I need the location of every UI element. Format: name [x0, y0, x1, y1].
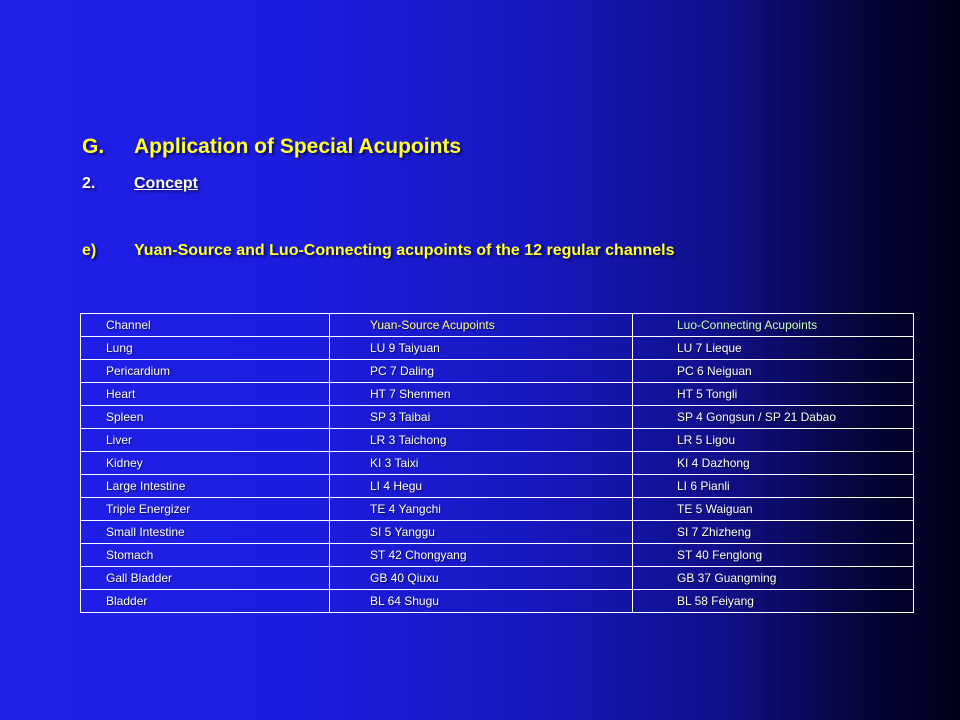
cell-yuan-source: HT 7 Shenmen — [330, 383, 633, 406]
cell-luo-connecting: PC 6 Neiguan — [633, 360, 914, 383]
cell-luo-connecting: BL 58 Feiyang — [633, 590, 914, 613]
table-row — [81, 567, 914, 590]
table-row — [81, 590, 914, 613]
header-luo-connecting: Luo-Connecting Acupoints — [633, 314, 914, 337]
table-row — [81, 360, 914, 383]
table-row — [81, 498, 914, 521]
table-header-row — [81, 314, 914, 337]
table-row — [81, 383, 914, 406]
cell-yuan-source: PC 7 Daling — [330, 360, 633, 383]
cell-luo-connecting: SP 4 Gongsun / SP 21 Dabao — [633, 406, 914, 429]
concept-heading — [82, 175, 198, 193]
section-marker: G. — [82, 135, 105, 158]
cell-channel: Liver — [81, 429, 330, 452]
cell-channel: Spleen — [81, 406, 330, 429]
cell-luo-connecting: LR 5 Ligou — [633, 429, 914, 452]
cell-channel: Triple Energizer — [81, 498, 330, 521]
cell-channel: Stomach — [81, 544, 330, 567]
table-row — [81, 544, 914, 567]
table-row — [81, 337, 914, 360]
cell-luo-connecting: ST 40 Fenglong — [633, 544, 914, 567]
cell-luo-connecting: LU 7 Lieque — [633, 337, 914, 360]
item-heading — [82, 242, 675, 260]
cell-luo-connecting: SI 7 Zhizheng — [633, 521, 914, 544]
cell-channel: Gall Bladder — [81, 567, 330, 590]
cell-luo-connecting: TE 5 Waiguan — [633, 498, 914, 521]
header-yuan-source: Yuan-Source Acupoints — [330, 314, 633, 337]
cell-channel: Pericardium — [81, 360, 330, 383]
cell-yuan-source: GB 40 Qiuxu — [330, 567, 633, 590]
item-title: Yuan-Source and Luo-Connecting acupoints of the 12 regular channels — [134, 242, 675, 259]
cell-yuan-source: ST 42 Chongyang — [330, 544, 633, 567]
cell-luo-connecting: HT 5 Tongli — [633, 383, 914, 406]
cell-channel: Kidney — [81, 452, 330, 475]
cell-channel: Small Intestine — [81, 521, 330, 544]
cell-yuan-source: SI 5 Yanggu — [330, 521, 633, 544]
cell-yuan-source: BL 64 Shugu — [330, 590, 633, 613]
acupoints-table — [80, 313, 914, 613]
cell-channel: Bladder — [81, 590, 330, 613]
cell-yuan-source: KI 3 Taixi — [330, 452, 633, 475]
cell-channel: Lung — [81, 337, 330, 360]
section-heading — [82, 135, 461, 159]
section-title: Application of Special Acupoints — [134, 135, 462, 158]
table-row — [81, 521, 914, 544]
cell-yuan-source: LU 9 Taiyuan — [330, 337, 633, 360]
table-row — [81, 406, 914, 429]
cell-channel: Large Intestine — [81, 475, 330, 498]
table-row — [81, 475, 914, 498]
header-channel: Channel — [81, 314, 330, 337]
concept-marker: 2. — [82, 175, 96, 192]
cell-luo-connecting: GB 37 Guangming — [633, 567, 914, 590]
item-marker: e) — [82, 242, 97, 259]
table-row — [81, 452, 914, 475]
cell-luo-connecting: KI 4 Dazhong — [633, 452, 914, 475]
cell-yuan-source: TE 4 Yangchi — [330, 498, 633, 521]
cell-luo-connecting: LI 6 Pianli — [633, 475, 914, 498]
concept-title: Concept — [134, 175, 198, 192]
table-row — [81, 429, 914, 452]
cell-yuan-source: LR 3 Taichong — [330, 429, 633, 452]
cell-channel: Heart — [81, 383, 330, 406]
cell-yuan-source: SP 3 Taibai — [330, 406, 633, 429]
cell-yuan-source: LI 4 Hegu — [330, 475, 633, 498]
